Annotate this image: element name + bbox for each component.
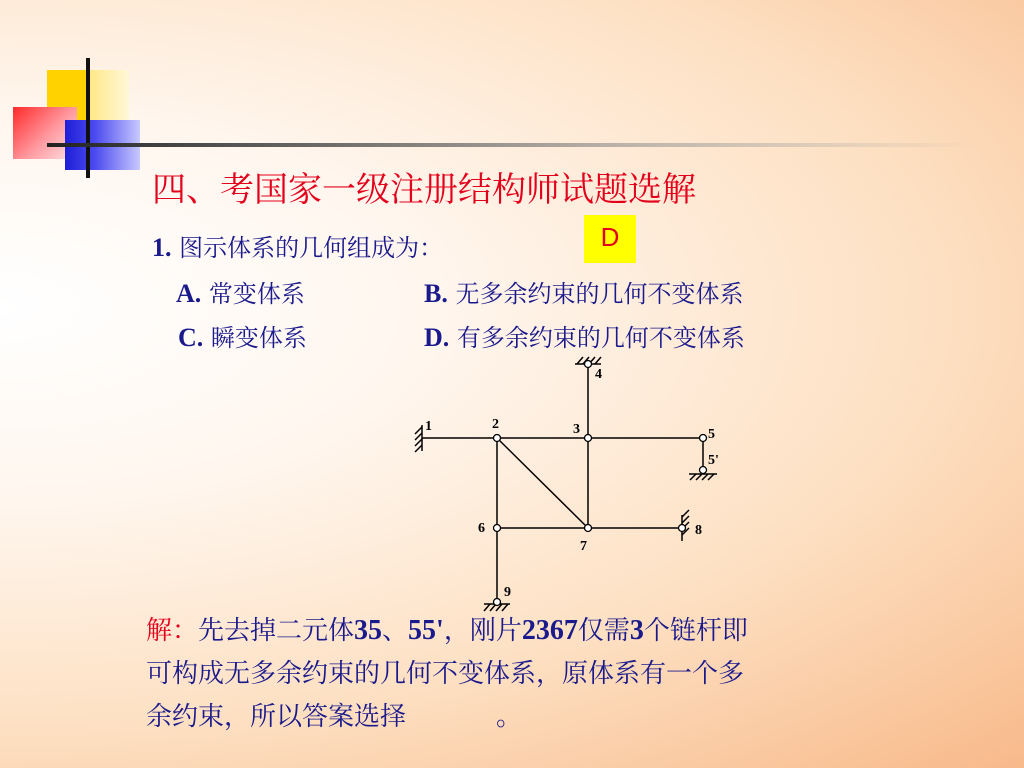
option-c-text: 瞬变体系 (203, 324, 307, 352)
solution-number: 55' (408, 615, 444, 646)
solution-line-1 (146, 610, 946, 647)
hinge-9 (494, 599, 501, 606)
question-number: 1. (152, 233, 172, 262)
question-text: 图示体系的几何组成为： (171, 234, 444, 262)
member-2-7 (497, 438, 588, 528)
solution-text: 个链杆即 (643, 616, 748, 646)
node-label-6: 6 (478, 521, 485, 536)
solution-line-3 (146, 696, 946, 733)
decor-vertical-line (86, 58, 90, 178)
solution-number: 2367 (521, 615, 578, 646)
solution-text: ，刚片 (443, 616, 522, 646)
option-c (178, 318, 307, 353)
node-label-2: 2 (492, 417, 499, 432)
solution-text: 余约束，所以答案选择 (146, 702, 407, 732)
node-label-5prime: 5' (708, 453, 719, 468)
node-label-9: 9 (504, 585, 511, 600)
node-label-8: 8 (695, 523, 702, 538)
option-a-text: 常变体系 (201, 280, 305, 308)
hinge-5 (700, 435, 707, 442)
solution-text: 。 (496, 702, 523, 732)
hinge-4 (585, 361, 592, 368)
node-label-3: 3 (573, 422, 580, 437)
solution-text: 先去掉二元体 (198, 616, 355, 646)
support-5prime (689, 474, 717, 480)
hinge-7 (585, 525, 592, 532)
node-label-5: 5 (708, 427, 715, 442)
option-c-letter: C. (178, 323, 204, 352)
solution-label: 解： (146, 616, 199, 646)
option-b (424, 274, 743, 309)
option-a-letter: A. (176, 279, 202, 308)
option-d-text: 有多余约束的几何不变体系 (449, 324, 745, 352)
solution-number: 35 (354, 615, 383, 646)
solution-line-2: 可构成无多余约束的几何不变体系，原体系有一个多 (146, 659, 745, 689)
question-stem (152, 228, 443, 263)
solution-number: 3 (629, 615, 644, 646)
slide-title: 四、考国家一级注册结构师试题选解 (152, 170, 696, 210)
hinge-5prime (700, 467, 707, 474)
node-label-7: 7 (580, 539, 587, 554)
support-1 (415, 425, 422, 452)
hinge-2 (494, 435, 501, 442)
hinge-6 (494, 525, 501, 532)
hinge-8 (679, 525, 686, 532)
option-d-letter: D. (424, 323, 450, 352)
node-label-1: 1 (425, 419, 432, 434)
option-b-letter: B. (424, 279, 448, 308)
option-d (424, 318, 745, 353)
option-a (176, 274, 305, 309)
solution-text: 、 (382, 616, 409, 646)
decor-horizontal-rule (47, 143, 977, 147)
answer-box: D (584, 215, 636, 263)
hinge-3 (585, 435, 592, 442)
structure-diagram (400, 350, 740, 615)
solution-text: 仅需 (577, 616, 630, 646)
node-label-4: 4 (595, 367, 602, 382)
option-b-text: 无多余约束的几何不变体系 (447, 280, 744, 308)
